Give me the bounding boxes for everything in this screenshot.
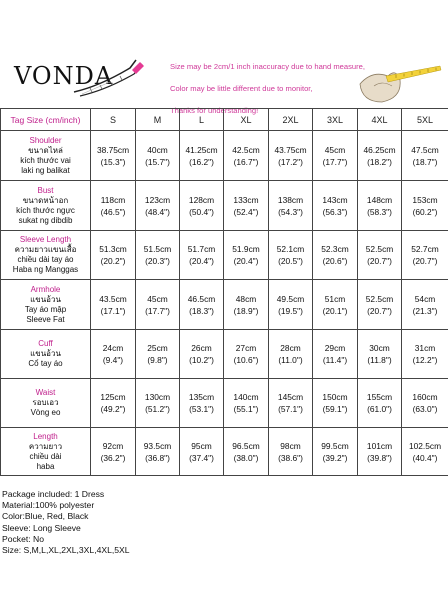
table-cell: 155cm (61.0") bbox=[358, 379, 402, 428]
table-cell: 40cm (15.7") bbox=[136, 131, 180, 181]
size-header: M bbox=[136, 109, 180, 131]
table-cell: 99.5cm (39.2") bbox=[313, 428, 358, 476]
corner-label: Tag Size (cm/inch) bbox=[1, 109, 91, 131]
table-cell: 153cm (60.2") bbox=[402, 181, 448, 231]
table-cell: 28cm (11.0") bbox=[269, 330, 313, 379]
row-label-th: แขนอ้วน bbox=[30, 349, 61, 358]
table-row bbox=[1, 280, 448, 330]
detail-line: Size: S,M,L,XL,2XL,3XL,4XL,5XL bbox=[2, 545, 130, 556]
row-label-th: ขนาดหน้าอก bbox=[22, 195, 69, 205]
table-row bbox=[1, 379, 448, 428]
table-cell: 43.5cm (17.1") bbox=[91, 280, 136, 330]
table-cell: 95cm (37.4") bbox=[180, 428, 224, 476]
row-label-en: Bust bbox=[37, 185, 54, 195]
table-cell: 148cm (58.3") bbox=[358, 181, 402, 231]
size-header: 4XL bbox=[358, 109, 402, 131]
table-cell: 133cm (52.4") bbox=[224, 181, 269, 231]
table-cell: 31cm (12.2") bbox=[402, 330, 448, 379]
size-table bbox=[0, 108, 448, 476]
product-details bbox=[2, 489, 130, 556]
table-cell: 52.5cm (20.7") bbox=[358, 280, 402, 330]
table-cell: 51.3cm (20.2") bbox=[91, 231, 136, 280]
note-line: Size may be 2cm/1 inch inaccuracy due to hand measure, bbox=[170, 62, 366, 71]
row-label-th: รอบเอว bbox=[32, 398, 59, 407]
row-label bbox=[1, 280, 91, 330]
table-cell: 41.25cm (16.2") bbox=[180, 131, 224, 181]
table-cell: 123cm (48.4") bbox=[136, 181, 180, 231]
size-header: 5XL bbox=[402, 109, 448, 131]
table-cell: 101cm (39.8") bbox=[358, 428, 402, 476]
table-cell: 26cm (10.2") bbox=[180, 330, 224, 379]
row-label bbox=[1, 428, 91, 476]
table-cell: 49.5cm (19.5") bbox=[269, 280, 313, 330]
row-label-vi: kích thước ngực bbox=[16, 205, 75, 215]
table-cell: 52.5cm (20.7") bbox=[358, 231, 402, 280]
table-row bbox=[1, 330, 448, 379]
row-label-en: Cuff bbox=[38, 339, 53, 348]
size-header: L bbox=[180, 109, 224, 131]
table-cell: 128cm (50.4") bbox=[180, 181, 224, 231]
table-cell: 138cm (54.3") bbox=[269, 181, 313, 231]
table-cell: 143cm (56.3") bbox=[313, 181, 358, 231]
table-cell: 24cm (9.4") bbox=[91, 330, 136, 379]
tape-bag-illustration bbox=[352, 58, 444, 108]
detail-line: Package included: 1 Dress bbox=[2, 489, 105, 499]
size-header: XL bbox=[224, 109, 269, 131]
table-cell: 46.25cm (18.2") bbox=[358, 131, 402, 181]
note-line: Thanks for understanding! bbox=[170, 106, 259, 115]
row-label-tl: laki ng balikat bbox=[21, 165, 70, 175]
row-label bbox=[1, 231, 91, 280]
table-cell: 52.7cm (20.7") bbox=[402, 231, 448, 280]
detail-line: Material:100% polyester bbox=[2, 500, 95, 511]
row-label bbox=[1, 181, 91, 231]
row-label-vi: Cổ tay áo bbox=[28, 359, 63, 368]
row-label-tl: haba bbox=[36, 461, 55, 471]
table-cell: 52.3cm (20.6") bbox=[313, 231, 358, 280]
row-label-en: Length bbox=[33, 431, 58, 441]
detail-line: Sleeve: Long Sleeve bbox=[2, 522, 81, 533]
table-cell: 125cm (49.2") bbox=[91, 379, 136, 428]
table-cell: 46.5cm (18.3") bbox=[180, 280, 224, 330]
table-cell: 102.5cm (40.4") bbox=[402, 428, 448, 476]
row-label-vi: Vòng eo bbox=[30, 408, 61, 417]
row-label-en: Armhole bbox=[30, 284, 61, 294]
size-header-row bbox=[1, 109, 448, 131]
table-row bbox=[1, 181, 448, 231]
detail-line: Pocket: No bbox=[2, 533, 45, 544]
table-cell: 48cm (18.9") bbox=[224, 280, 269, 330]
row-label bbox=[1, 131, 91, 181]
row-label-th: ความยาว bbox=[28, 441, 63, 451]
table-row bbox=[1, 231, 448, 280]
row-label-en: Sleeve Length bbox=[19, 235, 72, 244]
table-cell: 45cm (17.7") bbox=[136, 280, 180, 330]
table-cell: 47.5cm (18.7") bbox=[402, 131, 448, 181]
table-cell: 27cm (10.6") bbox=[224, 330, 269, 379]
table-cell: 52.1cm (20.5") bbox=[269, 231, 313, 280]
table-cell: 96.5cm (38.0") bbox=[224, 428, 269, 476]
table-cell: 98cm (38.6") bbox=[269, 428, 313, 476]
row-label-vi: chiều dài tay áo bbox=[17, 255, 74, 264]
row-label-th: ความยาวแขนเสื้อ bbox=[14, 245, 77, 254]
table-row bbox=[1, 428, 448, 476]
table-cell: 92cm (36.2") bbox=[91, 428, 136, 476]
table-cell: 30cm (11.8") bbox=[358, 330, 402, 379]
table-cell: 45cm (17.7") bbox=[313, 131, 358, 181]
row-label bbox=[1, 379, 91, 428]
row-label-en: Shoulder bbox=[29, 135, 62, 145]
table-cell: 51.5cm (20.3") bbox=[136, 231, 180, 280]
table-cell: 43.75cm (17.2") bbox=[269, 131, 313, 181]
note-line: Color may be little different due to monitor, bbox=[170, 84, 313, 93]
table-cell: 130cm (51.2") bbox=[136, 379, 180, 428]
row-label-vi: Tay áo mập bbox=[24, 304, 67, 314]
row-label-tl: Haba ng Manggas bbox=[12, 265, 79, 274]
table-cell: 51.7cm (20.4") bbox=[180, 231, 224, 280]
measuring-tape-icon bbox=[70, 58, 160, 98]
size-header: S bbox=[91, 109, 136, 131]
brand-logo: VONDA bbox=[14, 62, 114, 90]
row-label-tl: sukat ng dibdib bbox=[18, 215, 73, 225]
table-cell: 29cm (11.4") bbox=[313, 330, 358, 379]
table-cell: 160cm (63.0") bbox=[402, 379, 448, 428]
row-label-tl: Sleeve Fat bbox=[26, 314, 65, 324]
row-label-vi: chiều dài bbox=[29, 451, 62, 461]
table-cell: 135cm (53.1") bbox=[180, 379, 224, 428]
header bbox=[0, 0, 448, 115]
table-cell: 150cm (59.1") bbox=[313, 379, 358, 428]
table-cell: 42.5cm (16.7") bbox=[224, 131, 269, 181]
table-cell: 118cm (46.5") bbox=[91, 181, 136, 231]
table-cell: 145cm (57.1") bbox=[269, 379, 313, 428]
row-label-en: Waist bbox=[35, 388, 56, 397]
row-label-th: ขนาดไหล่ bbox=[28, 145, 63, 155]
detail-line: Color:Blue, Red, Black bbox=[2, 511, 89, 522]
table-cell: 93.5cm (36.8") bbox=[136, 428, 180, 476]
size-header: 3XL bbox=[313, 109, 358, 131]
row-label-th: แขนอ้วน bbox=[30, 294, 61, 304]
table-cell: 51.9cm (20.4") bbox=[224, 231, 269, 280]
table-cell: 140cm (55.1") bbox=[224, 379, 269, 428]
table-cell: 54cm (21.3") bbox=[402, 280, 448, 330]
table-cell: 51cm (20.1") bbox=[313, 280, 358, 330]
size-header: 2XL bbox=[269, 109, 313, 131]
table-cell: 38.75cm (15.3") bbox=[91, 131, 136, 181]
row-label bbox=[1, 330, 91, 379]
table-cell: 25cm (9.8") bbox=[136, 330, 180, 379]
row-label-vi: kích thước vai bbox=[20, 155, 71, 165]
table-row bbox=[1, 131, 448, 181]
